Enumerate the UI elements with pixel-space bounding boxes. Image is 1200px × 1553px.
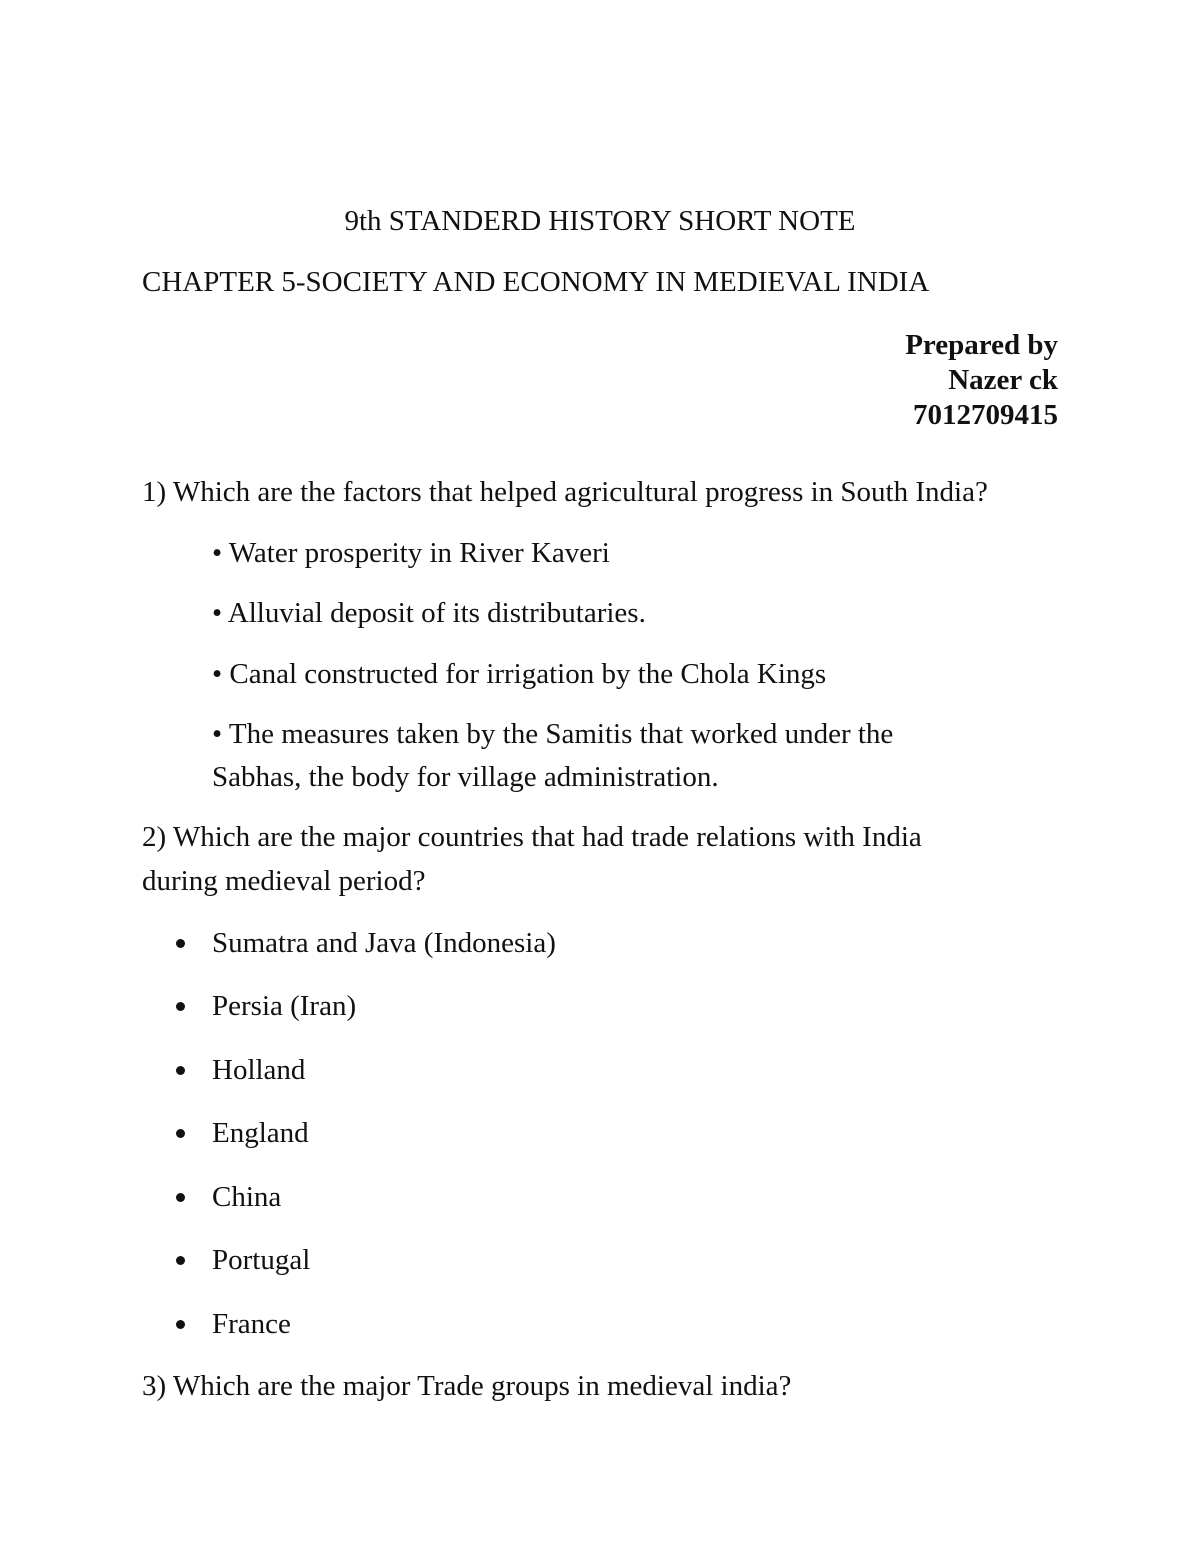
question-1: 1) Which are the factors that helped agricultural progress in South India? — [142, 476, 988, 508]
q1-point-2: • Alluvial deposit of its distributaries. — [212, 597, 646, 629]
bullet-dot-icon — [176, 1193, 185, 1202]
question-2-line-1: 2) Which are the major countries that had trade relations with India — [142, 821, 922, 853]
prepared-by-label: Prepared by — [905, 329, 1058, 361]
bullet-dot-icon — [176, 1256, 185, 1265]
bullet-dot-icon — [176, 1066, 185, 1075]
q1-point-4-continued: Sabhas, the body for village administration. — [212, 761, 719, 793]
country-name: England — [212, 1117, 309, 1149]
document-title: 9th STANDERD HISTORY SHORT NOTE — [344, 205, 856, 237]
bullet-dot-icon — [176, 1002, 185, 1011]
question-3: 3) Which are the major Trade groups in medieval india? — [142, 1370, 792, 1402]
chapter-heading: CHAPTER 5-SOCIETY AND ECONOMY IN MEDIEVAL INDIA — [142, 266, 930, 298]
bullet-dot-icon — [176, 1320, 185, 1329]
author-phone: 7012709415 — [913, 399, 1058, 431]
author-name: Nazer ck — [948, 364, 1058, 396]
country-name: Holland — [212, 1054, 306, 1086]
country-name: Portugal — [212, 1244, 311, 1276]
q1-point-3: • Canal constructed for irrigation by the Chola Kings — [212, 658, 827, 690]
q1-point-1: • Water prosperity in River Kaveri — [212, 537, 610, 569]
country-name: France — [212, 1308, 291, 1340]
country-name: Persia (Iran) — [212, 990, 357, 1022]
country-name: Sumatra and Java (Indonesia) — [212, 927, 556, 959]
q1-point-4: • The measures taken by the Samitis that worked under the — [212, 718, 894, 750]
bullet-dot-icon — [176, 939, 185, 948]
question-2-line-2: during medieval period? — [142, 865, 426, 897]
country-name: China — [212, 1181, 282, 1213]
bullet-dot-icon — [176, 1129, 185, 1138]
